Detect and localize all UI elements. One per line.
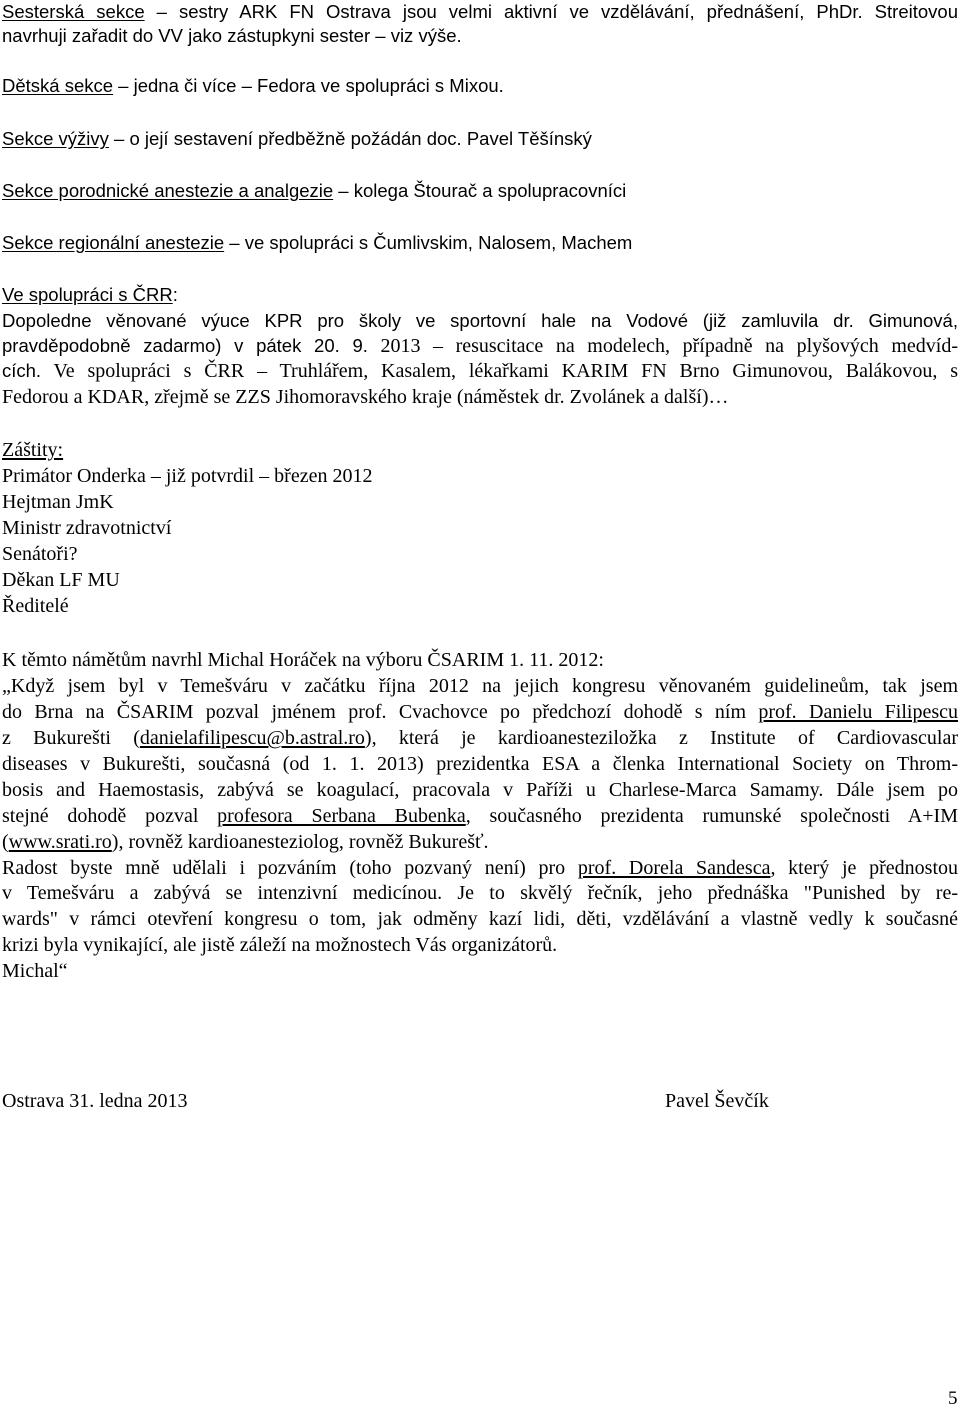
sestry-label: Sesterská sekce bbox=[2, 1, 145, 22]
letter-line bbox=[2, 804, 958, 828]
zastity-item: Ředitelé bbox=[2, 595, 69, 617]
letter-line bbox=[2, 726, 958, 750]
letter-line: wards" v rámci otevření kongresu o tom, jak odměny kazí lidi, děti, vzdělávání a vlastně vedly k současné bbox=[2, 908, 958, 930]
porodnicka-label: Sekce porodnické anestezie a analgezie bbox=[2, 180, 334, 201]
zastity-heading bbox=[2, 438, 63, 462]
crr-line-4: Fedorou a KDAR, zřejmě se ZZS Jihomoravského kraje (náměstek dr. Zvolánek a další)… bbox=[2, 386, 729, 408]
crr-line-2-b: 2013 – resuscitace na modelech, případně na plyšových medvíd- bbox=[367, 335, 959, 357]
sestry-line-1 bbox=[2, 0, 958, 24]
crr-colon: : bbox=[172, 284, 178, 305]
vyziva-text: – o její sestavení předběžně požádán doc. Pavel Těšínský bbox=[108, 128, 592, 149]
crr-line-3 bbox=[2, 359, 958, 383]
zastity-item: Senátoři? bbox=[2, 543, 78, 565]
letter-line: krizi byla vynikající, ale jistě záleží na možnostech Vás organizátorů. bbox=[2, 934, 558, 956]
regionalni-line bbox=[2, 231, 632, 255]
sestry-text: – sestry ARK FN Ostrava jsou velmi aktivní ve vzdělávání, přednášení, PhDr. Streitovou bbox=[144, 1, 958, 22]
crr-line-1: Dopoledne věnované výuce KPR pro školy ve sportovní hale na Vodové (již zamluvila dr. Gimunová, bbox=[2, 310, 958, 331]
letter-text: z Bukurešti ( bbox=[2, 727, 140, 749]
letter-intro: K těmto námětům navrhl Michal Horáček na výboru ČSARIM 1. 11. 2012: bbox=[2, 649, 604, 671]
detska-label: Dětská sekce bbox=[2, 75, 114, 96]
crr-heading bbox=[2, 283, 178, 307]
crr-line-2 bbox=[2, 334, 958, 358]
sandesc-link[interactable]: prof. Dorela Sandesca bbox=[577, 857, 771, 879]
regionalni-text: – ve spolupráci s Čumlivskim, Nalosem, Machem bbox=[224, 232, 633, 253]
filipescu-link[interactable]: prof. Danielu Filipescu bbox=[758, 701, 958, 723]
detska-line bbox=[2, 74, 504, 98]
crr-line-3-a: cích. bbox=[2, 360, 42, 381]
letter-line bbox=[2, 856, 958, 880]
porodnicka-text: – kolega Štourač a spolupracovníci bbox=[333, 180, 627, 201]
letter-text: ), která je kardioanesteziložka z Institute of Cardiovascular bbox=[364, 727, 958, 749]
zastity-label: Záštity: bbox=[2, 439, 64, 461]
letter-line bbox=[2, 700, 958, 724]
crr-line-2-a: pravděpodobně zadarmo) v pátek 20. 9. bbox=[2, 335, 368, 356]
srati-link[interactable]: www.srati.ro bbox=[8, 831, 112, 853]
letter-text: stejné dohodě pozval bbox=[2, 805, 218, 827]
detska-text: – jedna či více – Fedora ve spolupráci s Mixou. bbox=[113, 75, 504, 96]
zastity-item: Primátor Onderka – již potvrdil – březen 2012 bbox=[2, 465, 373, 487]
crr-line-3-b: Ve spolupráci s ČRR – Truhlářem, Kasalem, lékařkami KARIM FN Brno Gimunovou, Balákovou, s bbox=[41, 360, 958, 382]
zastity-item: Ministr zdravotnictví bbox=[2, 517, 172, 539]
page-number: 5 bbox=[948, 1388, 958, 1409]
letter-text: Radost byste mně udělali i pozváním (toho pozvaný není) pro bbox=[2, 857, 578, 879]
author-name: Pavel Ševčík bbox=[665, 1090, 769, 1112]
vyziva-label: Sekce výživy bbox=[2, 128, 109, 149]
letter-text: , současného prezidenta rumunské společnosti A+IM bbox=[465, 805, 958, 827]
letter-line bbox=[2, 830, 489, 854]
letter-text: ( bbox=[2, 831, 9, 853]
letter-line: „Když jsem byl v Temešváru v začátku října 2012 na jejich kongresu věnovaném guidelineům, tak jsem bbox=[2, 675, 958, 697]
letter-signature: Michal“ bbox=[2, 960, 68, 982]
letter-line: v Temešváru a zabývá se intenzivní medicínou. Je to skvělý řečník, jeho přednáška "Punished by re- bbox=[2, 882, 958, 904]
crr-label: Ve spolupráci s ČRR bbox=[2, 284, 173, 305]
porodnicka-line bbox=[2, 179, 626, 203]
sestry-line-2: navrhuji zařadit do VV jako zástupkyni sester – viz výše. bbox=[2, 25, 462, 46]
letter-text: do Brna na ČSARIM pozval jménem prof. Cvachovce po předchozí dohodě s ním bbox=[2, 701, 759, 723]
vyziva-line bbox=[2, 127, 592, 151]
regionalni-label: Sekce regionální anestezie bbox=[2, 232, 225, 253]
letter-line: diseases v Bukurešti, současná (od 1. 1. 2013) prezidentka ESA a členka International Society on Throm- bbox=[2, 753, 958, 775]
place-date: Ostrava 31. ledna 2013 bbox=[2, 1090, 188, 1112]
bubenek-link[interactable]: profesora Serbana Bubenka bbox=[217, 805, 466, 827]
email-link[interactable]: danielafilipescu@b.astral.ro bbox=[139, 727, 365, 749]
letter-line: bosis and Haemostasis, zabývá se koagulací, pracovala v Paříži u Charlese-Marca Samamy. Dále jsem po bbox=[2, 779, 958, 801]
zastity-item: Děkan LF MU bbox=[2, 569, 120, 591]
zastity-item: Hejtman JmK bbox=[2, 491, 114, 513]
letter-text: , který je přednostou bbox=[770, 857, 959, 879]
letter-text: ), rovněž kardioanesteziolog, rovněž Bukurešť. bbox=[111, 831, 489, 853]
